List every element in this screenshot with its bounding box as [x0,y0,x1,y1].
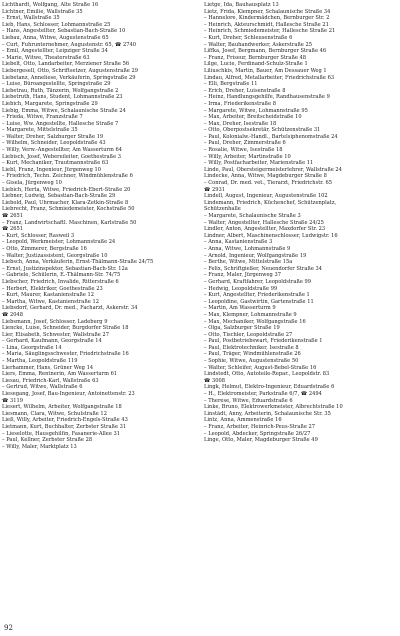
directory-entry: – Therese, Witwe, Eduardstraße 6 [204,397,293,404]
directory-entry: Liebrecht, Franz, Schmiedemeister, Kochstraße 50 [2,206,135,213]
directory-entry: Lietmann, Kurt, Buchhalter, Zerbster Straße 31 [2,424,127,430]
directory-entry: Lietz, Frida, Klempner, Schalaunische Straße 34 [204,8,331,15]
directory-entry: Liebner, Ludwig, Sebastian-Bach-Straße 29 [2,193,116,200]
directory-entry: – Franz, Maler, Jürgenweg 37 [204,272,281,279]
directory-entry: – Anna, Kastanienstraße 3 [204,239,273,246]
directory-entry: – Otto, Oberpostsekretär, Schützenstraße 31 [204,127,321,134]
directory-entry: Liesert, Wilhelm, Arbeiter, Wolfgangstraße 18 [2,404,122,411]
directory-entry: – Max, Klempner, Lohmannstraße 9 [204,311,297,318]
directory-entry: – Anna, Witwe, Lohmannstraße 9 [204,245,291,252]
directory-entry: – Paul, Postbetriebswart, Friederikenstraße 1 [204,338,323,345]
directory-entry: – Leopoldine, Gastwirtin, Gartenstraße 11 [204,298,314,305]
directory-entry: – Luise, Büroangestellte, Springstraße 29 [2,81,111,88]
directory-entry: – Erich, Dreher, Luisenstraße 8 [204,87,286,94]
directory-entry: – Walter, Angestellter, Hallesche Straße 24/25 [204,219,324,226]
directory-entry: – Maria, Säuglingsschwester, Friedrichstraße 16 [2,351,129,358]
directory-entry: – Hannelore, Kindermädchen, Bernburger Str. 2 [204,15,330,22]
directory-entry: Liebelt, Otto, Landarbeiter, Merziener Straße 56 [2,61,130,68]
directory-entry: Lichtner, Emilie, Wallstraße 35 [2,8,83,15]
directory-entry: – Frieda, Witwe, Franzstraße 7 [2,114,83,121]
directory-entry: Ließ, Willy, Arbeiter, Friedrich-Engels-Straße 43 [2,417,128,424]
directory-entry: – Lieselotte, Hausgehilfin, Fasanerie-Allee 31 [2,430,121,437]
directory-entry: – Lina, Georgstraße 14 [2,344,62,351]
directory-entry: Linde, Paul, Obersteigermeisterlehrer, Wallstraße 24 [204,166,342,173]
directory-entry: – Gabriele, Schülerin, E.-Thälmann-Str. 74/75 [2,272,121,279]
directory-entry: Liebergesell, Otto, Schriftsetzer, Augustenstraße 29 [2,67,138,74]
directory-entry: Liebsmann, Josef, Schlosser, Ladeburg 9 [2,318,108,325]
directory-entry: – Kurt, Angestellter, Friederikenstraße 1 [204,292,310,299]
directory-entry: ☎ 2931 [204,186,226,193]
directory-entry: – Emil, Angestellter, Leipziger Straße 34 [2,48,108,55]
directory-entry: – Gerhard, Kraftfahrer, Leopoldstraße 99 [204,278,312,285]
directory-entry: – Max, Dreher, Isestraße 18 [204,120,277,127]
directory-entry: – Willy, Postfacharbeiter, Marienstraße 11 [204,160,314,167]
directory-entry: Liesegang, Josef, Bau-Ingenieur, Antoinettenstr. 23 [2,391,135,398]
directory-entry: – Kurt, Mechaniker, Trautmannstraße 63 [2,160,109,167]
directory-entry: – Heinrich, Schmiedemeister, Hallesche Straße 21 [204,28,336,35]
directory-entry: Liebetrau, Ruth, Tänzerin, Wolfgangstraße 2 [2,87,119,94]
directory-entry: – Margarete, Schalaunische Straße 3 [204,213,301,219]
directory-entry: – Kurt, Dreher, Schleusenstraße 6 [204,34,293,41]
directory-entry: – Paul, Kolonialw.-Handl., Bartelsiphenomstraße 24 [204,133,338,140]
directory-entry: Liebich, Herta, Witwe, Friedrich-Ebert-Straße 20 [2,186,131,193]
directory-entry: – Heinz, Handlungsgehilfe, Randhausenstraße 9 [204,94,330,101]
directory-entry: – Willy, Verw.-Angestellter, Am Wasserturm 64 [2,147,122,154]
directory-entry: – Gisela, Jürgenweg 10 [2,180,62,187]
directory-entry: – Marie, Witwe, Theaterstraße 63 [2,54,90,61]
directory-entry: – Paul, Dreher, Zimmerstraße 6 [204,140,286,147]
directory-entry: – Otto, Tischler, Leopoldstraße 27 [204,331,293,338]
directory-entry: ☎ 2048 [2,311,24,318]
directory-entry: – Max, Arbeiter, Breitscheidstraße 10 [204,114,302,121]
directory-entry: Liebetanz, Anneliese, Verkäuferin, Springstraße 29 [2,74,136,81]
directory-entry: Linke, Bruno, Elektrowerkmeister, Albrechtstraße 10 [204,404,343,411]
directory-entry: ☎ 2651 [2,226,24,233]
directory-entry: – Franz, Landwirtschaftl. Maschinen, Karlstraße 50 [2,219,137,226]
directory-entry: – Sophie, Witwe, Augustenstraße 50 [204,358,299,365]
directory-entry: Liencke, Luise, Schneider, Burgdorfer Straße 18 [2,325,129,332]
directory-entry: Liesau, Friedrich-Karl, Wallstraße 63 [2,377,99,384]
directory-entry: – H., Elektromeister, Parkstraße 6/7, ☎ 2494 [204,391,322,398]
directory-entry: – Ernst, Wallstraße 35 [2,15,60,22]
directory-entry: – Kurt, Schlosser, Rasweil 3 [2,232,75,239]
directory-entry: – Paul, Kellner, Zerbster Straße 28 [2,437,93,444]
directory-entry: Lindstedt, Otto, Autoteile-Repar., Leopoldstr. 83 [204,371,330,378]
directory-entry: – Gerhard, Kaufmann, Georgstraße 14 [2,338,102,345]
directory-entry: – Willy, Maler, Marktplatz 13 [2,443,77,450]
directory-entry: – Irma, Friederikenstraße 8 [204,100,277,107]
directory-entry: – Walter, Justizassistent, Georgstraße 10 [2,252,108,259]
right-column [204,2,400,444]
directory-entry: – Martha, Witwe, Kastanienstraße 12 [2,298,99,305]
directory-entry: – Wilhelm, Schneider, Leopoldstraße 43 [2,140,106,147]
directory-entry: – Walter, Bauhandwerker, Askerstraße 25 [204,41,313,48]
directory-entry: Lier, Elisabeth, Schwester, Wallstraße 27 [2,331,109,338]
directory-entry: Liffka, Josef, Bergmann, Bernburger Straße 46 [204,48,327,55]
directory-entry: – Gertrud, Witwe, Wallstraße 6 [2,384,83,391]
left-column [2,2,198,450]
directory-entry: – Kurt, Maurer, Kastanienstraße 12 [2,292,95,299]
directory-entry: – Martin, Am Wasserturm 9 [204,305,276,312]
directory-entry: Lilge, Lucie, Ferdinand-Schulz-Straße 1 [204,61,308,68]
directory-entry: – Herbert, Elektriker, Goethestraße 23 [2,285,103,292]
directory-entry: Liesmann, Clara, Witwe, Schulstraße 12 [2,410,107,417]
directory-entry: Lietge, Ida, Bauhausplatz 13 [204,2,279,8]
directory-entry: Lindemann, Friedrich, Küchenchef, Schützenplatz, [204,199,337,206]
directory-entry: Linge, Otto, Maler, Magdeburger Straße 49 [204,437,318,444]
directory-entry: – Walter, Dreher, Salzburger Straße 19 [2,133,104,140]
directory-entry: Lintz, Anna, Ammenstraße 16 [204,417,282,424]
directory-entry: Liebig, Emma, Witwe, Schalaunische Straße 24 [2,107,126,114]
directory-entry: Lieb, Hans, Schlosser, Lohmannstraße 25 [2,21,111,28]
directory-entry: Liebsdorf, Gerhard, Dr. med., Facharzt, Askerstr. 34 [2,305,138,312]
directory-entry: ☎ 3119 [2,397,24,404]
directory-entry: – Franz, Friseur, Bernburger Straße 48 [204,54,307,61]
directory-entry: – Otto, Zimmerer, Bergstraße 16 [2,245,87,252]
directory-entry: – Max, Mechaniker, Wolfgangstraße 16 [204,318,306,325]
directory-entry: – Paul, Elektrotechniker, Isestraße 8 [204,344,299,351]
directory-entry: – Martha, Leopoldstraße 119 [2,358,78,365]
directory-entry: – Friedrich, Techn. Zeichner, Windmühlenstraße 6 [2,173,133,180]
directory-entry: – Leopold, Abdecker, Springstraße 26/27 [204,430,311,437]
directory-entry: Liebsch, Anna, Verkäuferin, Ernst-Thälmann-Straße 24/75 [2,259,154,266]
directory-entry: – Leopold, Werkmeister, Lohmannstraße 24 [2,239,116,246]
directory-entry: – Olga, Salzburger Straße 19 [204,325,280,332]
directory-entry: Lindler, Anton, Angestellter, Maxdorfer Str. 23 [204,226,326,233]
directory-entry: – Ernst, Justizinspektor, Sebastian-Bach-Str. 12a [2,265,128,272]
directory-entry: Liebl, Franz, Ingenieur, Jürgenweg 10 [2,166,102,173]
directory-entry: – Felix, Schriftgießer, Neuendorfer Straße 34 [204,265,323,272]
directory-entry: – Paul, Träger, Windmühlenstraße 26 [204,351,301,358]
directory-entry: – Luise, Ww. Angestellte, Hallesche Straße 7 [2,120,119,127]
directory-entry: Lichthardt, Wolfgang, Alte Straße 16 [2,2,99,8]
directory-entry: – Hedwig, Leopoldstraße 99 [204,285,278,292]
directory-entry: – Elli, Bergstraße 11 [204,81,258,88]
directory-entry: Liebau, Anna, Witwe, Augustenstraße 65 [2,34,109,41]
directory-entry: Lindner, Albert, Maschinenschlosser, Ludwigstr. 16 [204,232,338,239]
directory-entry: Lierhammer, Hans, Grüner Weg 14 [2,364,94,371]
page-number: 92 [4,624,13,632]
directory-entry: – Franz, Arbeiter, Heinrich-Peus-Straße 27 [204,424,316,430]
directory-entry: Lindau, Alfred, Metallarbeiter, Friedrichstraße 63 [204,74,335,81]
directory-entry: – Curt, Fuhrunternehmer, Augustenstr. 65, ☎ 2740 [2,41,137,48]
directory-entry: – Conrad, Dr. med. vet., Tierarzt, Friedrichstr. 65 [204,180,332,187]
directory-entry: Liebscher, Friedrich, Invalide, Ritterstraße 6 [2,278,119,285]
directory-entry: Liebich, Margarete, Springstraße 29 [2,100,98,107]
directory-entry: – Berthe, Witwe, Mittelstraße 15a [204,259,293,266]
directory-entry: – Hans, Angestellter, Sebastian-Bach-Straße 10 [2,28,126,35]
directory-entry: – Heinrich, Akteurschmidt, Hallesche Straße 21 [204,21,329,28]
directory-entry: Linstädt, Anny, Arbeiterin, Schalaunische Str. 35 [204,410,331,417]
directory-entry: Lindecke, Anna, Witwe, Magdeburger Straße 8 [204,173,327,180]
directory-entry: Schützenhalle [204,206,241,213]
directory-entry: ☎ 3008 [204,377,226,384]
directory-entry: ☎ 2651 [2,213,24,219]
directory-entry: Lindell, August, Ingenieur, Augustenstraße 102 [204,193,328,200]
directory-entry: – Margarete, Mittelstraße 35 [2,127,78,134]
directory-entry: Liebold, Paul, Uhrmacher, Klara-Zetkin-Straße 8 [2,199,129,206]
directory-entry: Liliuschkis, Martin, Bauer, Am Dessauer Weg 1 [204,67,327,74]
directory-entry: Liebetruth, Hans, Student, Lohmannstraße 23 [2,94,123,101]
directory-entry: Liebisch, Josef, Webereileiter, Goethestraße 3 [2,153,122,160]
directory-entry: Liers, Emma, Rentnerin, Am Wasserturm 61 [2,371,118,378]
directory-entry: Lingk, Helmut, Elektro-Ingenieur, Eduardstraße 6 [204,384,335,391]
directory-entry: – Walter, Schleifer, August-Bebel-Straße 16 [204,364,317,371]
directory-entry: – Arnold, Ingenieur, Wolfgangstraße 19 [204,252,307,259]
directory-entry: – Willy, Arbeiter, Martinstraße 10 [204,153,291,160]
directory-entry: – Rosalie, Witwe, Isestraße 18 [204,147,283,154]
directory-entry: – Margarete, Witwe, Lohmannstraße 95 [204,107,308,114]
